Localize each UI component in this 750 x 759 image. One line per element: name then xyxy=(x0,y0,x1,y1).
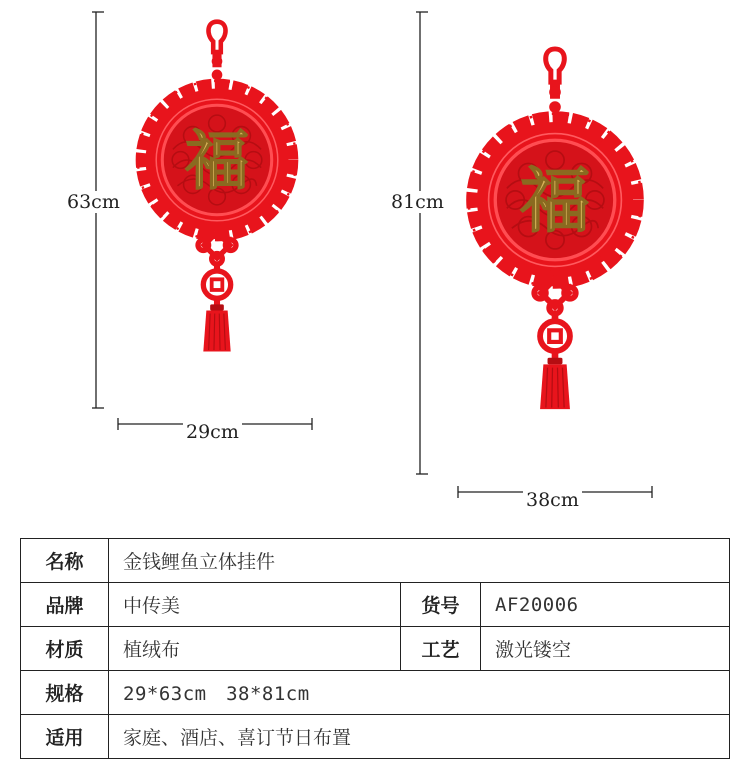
material-value: 植绒布 xyxy=(109,627,401,671)
item-no-label: 货号 xyxy=(401,583,481,627)
name-label: 名称 xyxy=(21,539,109,583)
fu-character-small: 福 xyxy=(185,124,249,199)
material-label: 材质 xyxy=(21,627,109,671)
fu-character-large: 福 xyxy=(520,159,590,242)
table-row xyxy=(21,583,730,627)
table-row xyxy=(21,539,730,583)
large-width-label: 38cm xyxy=(523,489,582,511)
name-value: 金钱鲤鱼立体挂件 xyxy=(109,539,730,583)
item-no-value: AF20006 xyxy=(481,583,730,627)
small-width-label: 29cm xyxy=(183,421,242,443)
craft-label: 工艺 xyxy=(401,627,481,671)
spec-table xyxy=(20,538,730,759)
table-row xyxy=(21,627,730,671)
usage-label: 适用 xyxy=(21,715,109,759)
ornament-large xyxy=(469,49,642,409)
spec-label: 规格 xyxy=(21,671,109,715)
table-row xyxy=(21,715,730,759)
spec-value: 29*63cm 38*81cm xyxy=(109,671,730,715)
brand-value: 中传美 xyxy=(109,583,401,627)
brand-label: 品牌 xyxy=(21,583,109,627)
table-row xyxy=(21,671,730,715)
ornament-small xyxy=(138,22,296,352)
usage-value: 家庭、酒店、喜订节日布置 xyxy=(109,715,730,759)
large-height-label: 81cm xyxy=(388,191,447,213)
small-height-label: 63cm xyxy=(64,191,123,213)
craft-value: 激光镂空 xyxy=(481,627,730,671)
